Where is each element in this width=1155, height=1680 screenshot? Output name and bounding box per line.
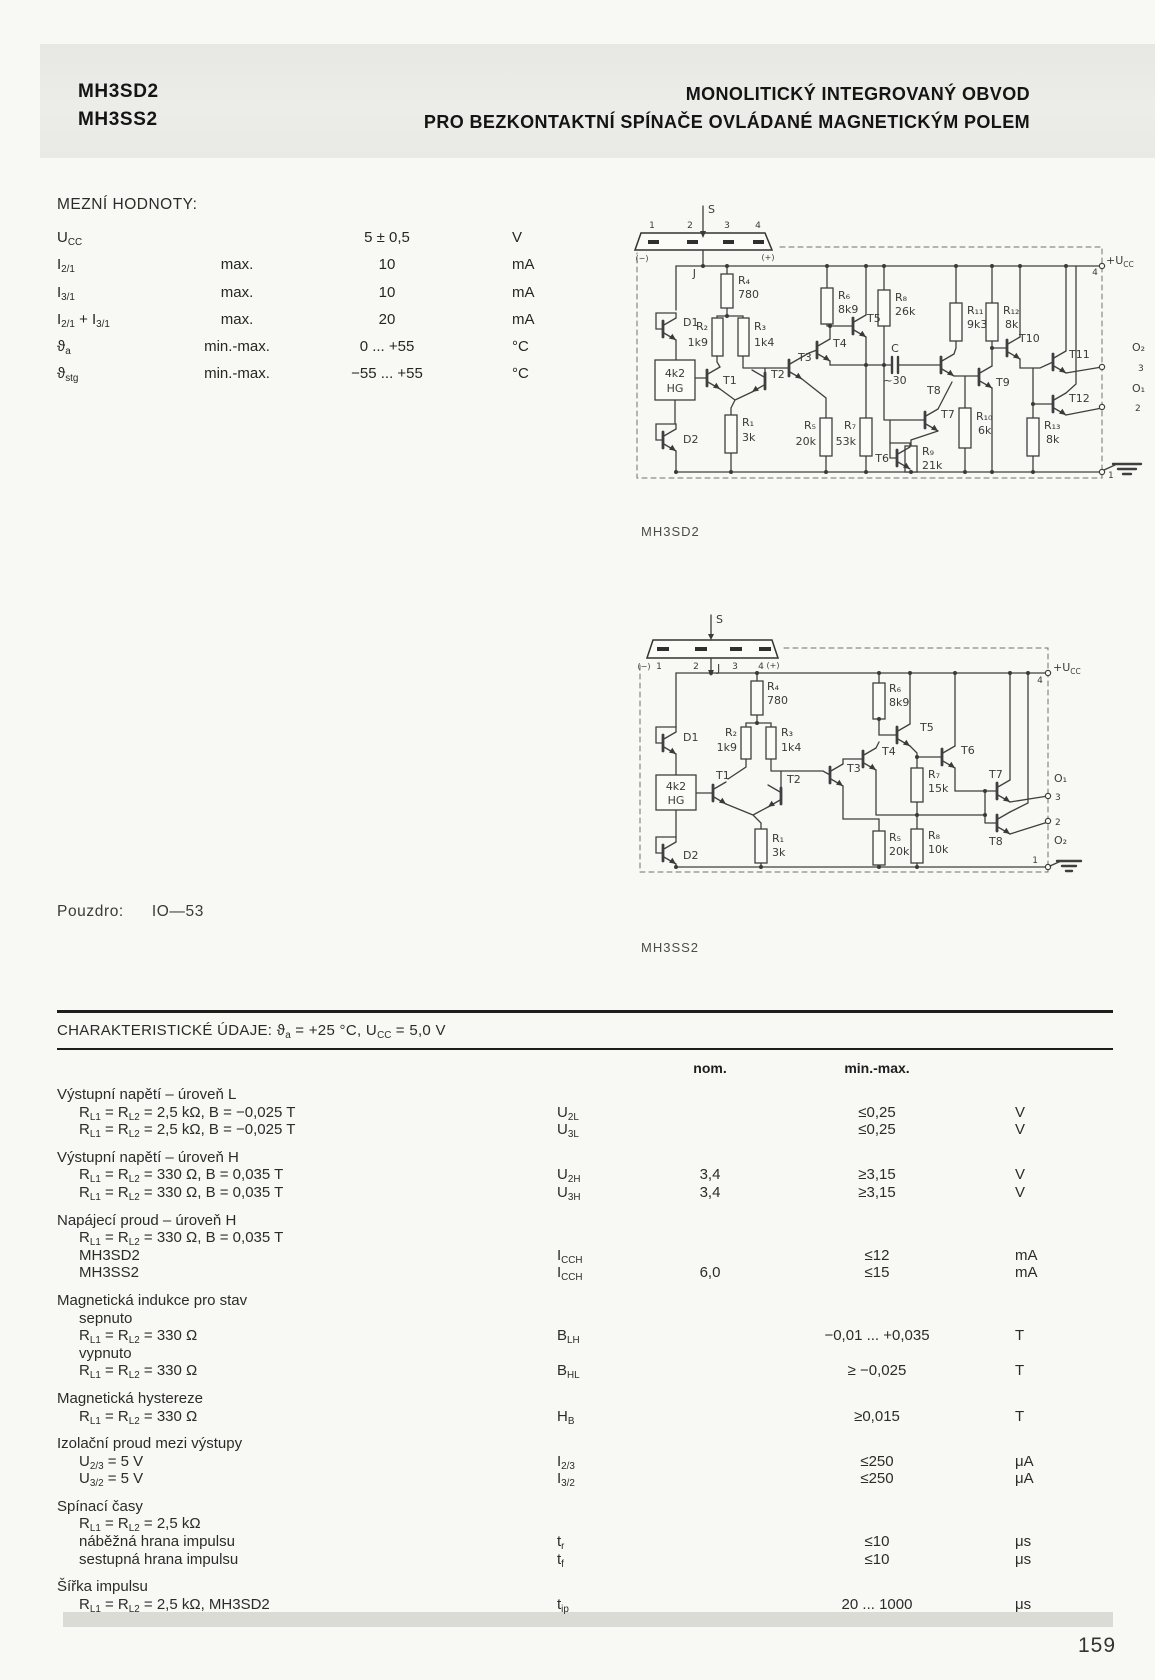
limit-value: 0 ... +55: [359, 338, 415, 356]
transistor-t4: [863, 748, 876, 770]
transistor-t8: [941, 354, 954, 376]
row-unit: μA: [1015, 1470, 1034, 1488]
label-r1-name: R₁: [772, 832, 785, 845]
label-r8-value: 10k: [928, 843, 949, 856]
label-r12-name: R₁₂: [1003, 304, 1020, 317]
table-row: [57, 1310, 1127, 1328]
part-number-2: MH3SS2: [78, 109, 158, 130]
pin-ucc: [1099, 263, 1104, 268]
output-o2-label: O₂: [1132, 341, 1146, 354]
label-r5-value: 20k: [889, 845, 910, 858]
limit-condition: max.: [220, 256, 254, 274]
row-unit: V: [1015, 1103, 1026, 1121]
pin-output-2: [1045, 818, 1050, 823]
limit-condition: max.: [220, 283, 254, 301]
row-symbol: $H_B$: [557, 1407, 575, 1427]
label-r2-value: 1k9: [716, 741, 737, 754]
pin-output-2: [1099, 404, 1104, 409]
row-label: $R_{L1} = R_{L2} = 2,5$ kΩ, B = −0,025 T: [79, 1121, 296, 1140]
row-symbol: $I_{CCH}$: [557, 1246, 583, 1266]
pin-output-3: [1045, 793, 1050, 798]
limits-heading: MEZNÍ HODNOTY:: [57, 196, 198, 213]
label-d1: D1: [683, 316, 699, 329]
label-r12-value: 8k: [1005, 318, 1019, 331]
table-row: [57, 1292, 1127, 1310]
pin-ground-1: [1045, 864, 1050, 869]
label-r2-name: R₂: [695, 320, 708, 333]
label-t7: T7: [941, 408, 955, 421]
limit-condition: max.: [220, 310, 254, 328]
transistor-t7: [997, 780, 1010, 802]
row-minmax: ≥0,015: [854, 1407, 900, 1425]
divider: [57, 1010, 1113, 1013]
label-t2: T2: [771, 368, 785, 381]
table-row: [57, 251, 617, 278]
table-row: [57, 224, 617, 251]
label-r3-value: 1k4: [781, 741, 802, 754]
limit-value: 20: [378, 310, 396, 328]
table-row: [57, 1408, 1127, 1426]
row-minmax: ≤12: [864, 1246, 890, 1264]
row-nominal: 6,0: [699, 1264, 721, 1282]
pin-number: 2: [687, 221, 693, 231]
row-label: $R_{L1} = R_{L2} = 330$ Ω, B = 0,035 T: [79, 1166, 284, 1186]
label-r3-value: 1k4: [754, 336, 775, 349]
table-row: [57, 1435, 1127, 1453]
table-row: [57, 1515, 1127, 1533]
label-t1: T1: [716, 769, 730, 782]
part-number-1: MH3SD2: [78, 81, 159, 102]
row-symbol: $I_{3/2}$: [557, 1470, 575, 1490]
label-r9-name: R₉: [922, 445, 935, 458]
row-minmax: ≥3,15: [858, 1166, 896, 1184]
row-symbol: $U_{3L}$: [557, 1121, 579, 1140]
row-label: sestupná hrana impulsu: [79, 1550, 239, 1568]
label-t4: T4: [833, 337, 847, 350]
row-minmax: ≤10: [864, 1533, 890, 1551]
label-r4-name: R₄: [738, 274, 751, 287]
transistor-t9: [979, 366, 992, 388]
table-row: [57, 360, 617, 387]
row-label: $R_{L1} = R_{L2} = 330$ Ω: [79, 1407, 198, 1427]
label-r11-value: 9k3: [967, 318, 988, 331]
j-label: J: [692, 267, 696, 280]
label-r8-name: R₈: [895, 291, 908, 304]
label-t2: T2: [787, 773, 801, 786]
package-label: Pouzdro:: [57, 903, 124, 920]
characteristics-heading: CHARAKTERISTICKÉ ÚDAJE: $ϑ_a = +25$ °C, $U_{CC} = 5,0$ V: [57, 1022, 446, 1041]
row-unit: T: [1015, 1362, 1025, 1380]
table-row: [57, 1104, 1127, 1122]
output-o1-label: O₁: [1132, 382, 1146, 395]
table-row: [57, 1390, 1127, 1408]
table-row: [57, 1578, 1127, 1596]
row-symbol: $I_{2/3}$: [557, 1452, 575, 1472]
limit-unit: mA: [512, 256, 535, 274]
row-unit: mA: [1015, 1246, 1038, 1264]
table-row: [57, 1470, 1127, 1488]
pin-label-4: 4: [1037, 676, 1043, 686]
row-label: $R_{L1} = R_{L2} = 330$ Ω, B = 0,035 T: [79, 1229, 284, 1248]
row-symbol: $B_{LH}$: [557, 1327, 580, 1346]
row-label: MH3SD2: [79, 1246, 140, 1264]
row-minmax: ≤15: [864, 1264, 890, 1282]
pin-label-4: 4: [1092, 268, 1098, 278]
limit-value: 5 ± 0,5: [364, 229, 410, 246]
label-r5-name: R₅: [803, 419, 816, 432]
row-nominal: 3,4: [699, 1166, 721, 1184]
row-label: $R_{L1} = R_{L2} = 330$ Ω, B = 0,035 T: [79, 1183, 284, 1203]
row-label: Výstupní napětí – úroveň L: [57, 1086, 237, 1103]
row-label: $R_{L1} = R_{L2} = 330$ Ω: [79, 1362, 198, 1382]
package-symbol: [635, 206, 772, 250]
table-row: [57, 1596, 1127, 1614]
limit-value: 10: [378, 256, 396, 274]
pin-number: 4: [755, 221, 761, 231]
table-row: [57, 1121, 1127, 1139]
transistor-t2: [752, 370, 765, 392]
row-label: $R_{L1} = R_{L2} = 2,5$ kΩ, MH3SD2: [79, 1595, 270, 1615]
row-unit: T: [1015, 1407, 1025, 1425]
label-r10-value: 6k: [978, 424, 992, 437]
limit-symbol: $I_{3/1}$: [57, 283, 75, 303]
row-label: sepnuto: [79, 1309, 133, 1327]
table-row: [57, 1247, 1127, 1265]
row-label: Magnetická indukce pro stav: [57, 1291, 248, 1309]
pin-number: 1: [656, 662, 662, 672]
label-r7-value: 53k: [835, 435, 856, 448]
part-numbers: [78, 78, 159, 134]
row-symbol: $U_{2L}$: [557, 1103, 579, 1123]
label-t8: T8: [927, 384, 941, 397]
label-r4-value: 780: [767, 694, 788, 707]
label-r2-name: R₂: [724, 726, 737, 739]
label-d2: D2: [683, 849, 699, 862]
label-r2-value: 1k9: [687, 336, 708, 349]
title-line-2: PRO BEZKONTAKTNÍ SPÍNAČE OVLÁDANÉ MAGNETICKÝM POLEM: [423, 112, 1030, 132]
row-nominal: 3,4: [699, 1183, 721, 1201]
label-t10: T10: [1019, 332, 1040, 345]
table-row: [57, 1086, 1127, 1104]
row-minmax: ≤10: [864, 1550, 890, 1568]
label-r3-name: R₃: [781, 726, 794, 739]
limit-symbol: $ϑ_{stg}$: [57, 365, 79, 385]
hall-generator-label: HG: [667, 794, 685, 807]
row-label: $U_{3/2} = 5$ V: [79, 1470, 144, 1490]
transistor-t5: [853, 315, 866, 337]
label-r6-name: R₆: [838, 289, 851, 302]
plus-terminal-label: (+): [761, 253, 775, 262]
magnetic-field-label: S: [716, 613, 723, 626]
row-minmax: −0,01 ... +0,035: [824, 1327, 930, 1345]
row-label: Spínací časy: [57, 1497, 143, 1515]
column-header-minmax: min.-max.: [844, 1060, 910, 1076]
diode-d1: [663, 318, 676, 340]
capacitor-c: [892, 357, 898, 373]
label-t12: T12: [1069, 392, 1090, 405]
label-r5-name: R₅: [889, 831, 902, 844]
row-label: $R_{L1} = R_{L2} = 2,5$ kΩ: [79, 1515, 201, 1535]
table-row: [57, 1229, 1127, 1247]
row-symbol: $U_{3H}$: [557, 1183, 581, 1203]
ucc-label: $+U_{CC}$: [1053, 661, 1081, 676]
row-minmax: ≤0,25: [858, 1121, 896, 1139]
label-r4-value: 780: [738, 288, 759, 301]
characteristics-table: [57, 1076, 1127, 1613]
minus-terminal-label: (−): [635, 254, 649, 263]
transistor-t1: [713, 782, 726, 804]
row-label: Výstupní napětí – úroveň H: [57, 1148, 239, 1166]
transistor-t4: [817, 339, 830, 361]
j-label: J: [717, 662, 721, 675]
limit-unit: °C: [512, 365, 529, 383]
table-row: [57, 279, 617, 306]
table-row: [57, 1551, 1127, 1569]
label-r13-value: 8k: [1046, 433, 1060, 446]
table-row: [57, 1453, 1127, 1471]
limit-unit: mA: [512, 310, 535, 328]
row-symbol: $t_f$: [557, 1550, 564, 1570]
label-c-name: C: [891, 342, 899, 355]
hall-generator-value: 4k2: [664, 367, 686, 380]
label-r1-value: 3k: [742, 431, 756, 444]
limit-unit: °C: [512, 338, 529, 356]
ucc-label: $+U_{CC}$: [1106, 254, 1134, 269]
row-minmax: ≤0,25: [858, 1103, 896, 1121]
label-r9-value: 21k: [922, 459, 943, 472]
row-minmax: ≥ −0,025: [847, 1362, 907, 1380]
row-label: náběžná hrana impulsu: [79, 1533, 235, 1551]
row-label: $U_{2/3} = 5$ V: [79, 1452, 144, 1472]
label-d1: D1: [683, 731, 699, 744]
label-r4-name: R₄: [767, 680, 780, 693]
label-r13-name: R₁₃: [1044, 419, 1061, 432]
scan-gray-band-bottom: [63, 1612, 1113, 1627]
transistor-t6: [942, 746, 955, 768]
limit-value: 10: [378, 283, 396, 301]
schematic2-caption: MH3SS2: [641, 940, 700, 955]
pin-number: 2: [693, 662, 699, 672]
table-row: [57, 1362, 1127, 1380]
table-row: [57, 1345, 1127, 1363]
ic-dashed-border: [637, 648, 1048, 872]
label-r1-name: R₁: [742, 416, 755, 429]
plus-terminal-label: (+): [766, 661, 780, 670]
label-c-value: ~30: [883, 374, 907, 387]
minus-terminal-label: (−): [637, 662, 651, 671]
row-label: Šířka impulsu: [57, 1578, 148, 1596]
row-minmax: 20 ... 1000: [841, 1595, 913, 1613]
page-title: [424, 80, 1030, 136]
row-symbol: $U_{2H}$: [557, 1166, 581, 1186]
limit-unit: mA: [512, 283, 535, 301]
row-unit: V: [1015, 1121, 1026, 1139]
label-t1: T1: [723, 374, 737, 387]
diode-d2: [663, 429, 676, 451]
label-r10-name: R₁₀: [976, 410, 993, 423]
row-label: vypnuto: [79, 1344, 132, 1362]
transistor-t11: [1053, 351, 1066, 373]
label-r7-name: R₇: [928, 768, 941, 781]
table-row: [57, 1327, 1127, 1345]
hall-generator-value: 4k2: [665, 780, 687, 793]
row-symbol: $t_r$: [557, 1533, 565, 1552]
label-r7-value: 15k: [928, 782, 949, 795]
row-label: $R_{L1} = R_{L2} = 330$ Ω: [79, 1327, 198, 1346]
transistor-t7: [925, 409, 938, 431]
label-d2: D2: [683, 433, 699, 446]
page-number: 159: [1078, 1634, 1117, 1657]
row-label: MH3SS2: [79, 1264, 140, 1282]
limit-condition: min.-max.: [204, 338, 270, 356]
package-value: IO—53: [151, 903, 204, 920]
hall-generator-label: HG: [666, 382, 684, 395]
row-label: $R_{L1} = R_{L2} = 2,5$ kΩ, B = −0,025 T: [79, 1103, 296, 1123]
table-row: [57, 1212, 1127, 1230]
limit-condition: min.-max.: [204, 365, 270, 383]
table-row: [57, 1533, 1127, 1551]
row-minmax: ≥3,15: [858, 1183, 896, 1201]
table-row: [57, 306, 617, 333]
package-line: [57, 903, 204, 921]
row-unit: V: [1015, 1166, 1026, 1184]
table-row: [57, 1264, 1127, 1282]
diode-d1: [663, 732, 676, 754]
label-t8: T8: [989, 835, 1003, 848]
label-t7: T7: [989, 768, 1003, 781]
limit-symbol: $ϑ_a$: [57, 338, 71, 357]
row-symbol: $I_{CCH}$: [557, 1264, 583, 1284]
label-t11: T11: [1069, 348, 1090, 361]
label-r6-value: 8k9: [838, 303, 859, 316]
label-t3: T3: [798, 351, 812, 364]
row-unit: μs: [1015, 1533, 1032, 1551]
label-r8-value: 26k: [895, 305, 916, 318]
label-r5-value: 20k: [795, 435, 816, 448]
pin-number: 1: [649, 221, 655, 231]
label-r7-name: R₇: [843, 419, 856, 432]
divider: [57, 1048, 1113, 1050]
transistor-t3: [830, 764, 843, 786]
label-r6-value: 8k9: [889, 696, 910, 709]
pin-number: 4: [758, 662, 764, 672]
label-t3: T3: [847, 762, 861, 775]
label-r11-name: R₁₁: [967, 304, 984, 317]
label-r8-name: R₈: [928, 829, 941, 842]
pin-label-1: 1: [1032, 856, 1038, 866]
label-t6: T6: [875, 452, 889, 465]
pin-label-3: 3: [1055, 793, 1061, 803]
pin-ucc: [1045, 670, 1050, 675]
row-unit: T: [1015, 1327, 1025, 1345]
row-minmax: ≤250: [860, 1452, 894, 1470]
mh3ss2-schematic-figure: [595, 575, 1155, 885]
limit-unit: V: [512, 229, 523, 246]
output-o2-label: O₂: [1054, 834, 1068, 847]
label-t9: T9: [996, 376, 1010, 389]
label-r6-name: R₆: [889, 682, 902, 695]
diode-d2: [663, 842, 676, 864]
ground-icon: [1050, 861, 1081, 871]
row-unit: μs: [1015, 1550, 1032, 1568]
row-unit: μA: [1015, 1452, 1034, 1470]
mh3sd2-schematic-figure: [595, 198, 1155, 490]
title-line-1: MONOLITICKÝ INTEGROVANÝ OBVOD: [685, 84, 1030, 104]
limit-value: −55 ... +55: [351, 365, 423, 383]
limits-table: [57, 224, 617, 388]
pin-output-3: [1099, 364, 1104, 369]
row-symbol: $B_{HL}$: [557, 1362, 580, 1382]
transistor-t2: [768, 785, 781, 807]
transistors: [663, 724, 1010, 864]
pin-label-2: 2: [1135, 404, 1141, 414]
transistor-t5: [897, 724, 910, 746]
output-o1-label: O₁: [1054, 772, 1068, 785]
pin-number: 3: [724, 221, 730, 231]
label-t5: T5: [867, 312, 881, 325]
magnetic-field-label: S: [708, 203, 715, 216]
resistors: [712, 274, 1039, 472]
row-label: Izolační proud mezi výstupy: [57, 1435, 243, 1453]
pin-label-1: 1: [1108, 471, 1114, 481]
label-r3-name: R₃: [754, 320, 767, 333]
limit-symbol: $U_{CC}$: [57, 229, 83, 248]
row-unit: mA: [1015, 1264, 1038, 1282]
label-t6: T6: [961, 744, 975, 757]
table-row: [57, 1166, 1127, 1184]
row-label: Napájecí proud – úroveň H: [57, 1211, 237, 1229]
row-symbol: $t_{ip}$: [557, 1595, 569, 1615]
table-row: [57, 1184, 1127, 1202]
pin-label-3: 3: [1138, 364, 1144, 374]
transistor-t1: [707, 367, 720, 389]
row-unit: V: [1015, 1183, 1026, 1201]
transistor-t8: [997, 812, 1010, 834]
table-row: [57, 1149, 1127, 1167]
limit-symbol: $I_{2/1}$: [57, 256, 75, 276]
transistor-t12: [1053, 393, 1066, 415]
label-t4: T4: [882, 745, 896, 758]
schematic1-caption: MH3SD2: [641, 524, 700, 539]
label-r1-value: 3k: [772, 846, 786, 859]
row-unit: μs: [1015, 1595, 1032, 1613]
row-label: Magnetická hystereze: [57, 1389, 203, 1407]
pin-number: 3: [732, 662, 738, 672]
column-header-nom: nom.: [693, 1060, 727, 1076]
table-row: [57, 1498, 1127, 1516]
pin-label-2: 2: [1055, 818, 1061, 828]
table-row: [57, 333, 617, 360]
row-minmax: ≤250: [860, 1470, 894, 1488]
limit-symbol: $I_{2/1} + I_{3/1}$: [57, 310, 110, 330]
label-t5: T5: [920, 721, 934, 734]
